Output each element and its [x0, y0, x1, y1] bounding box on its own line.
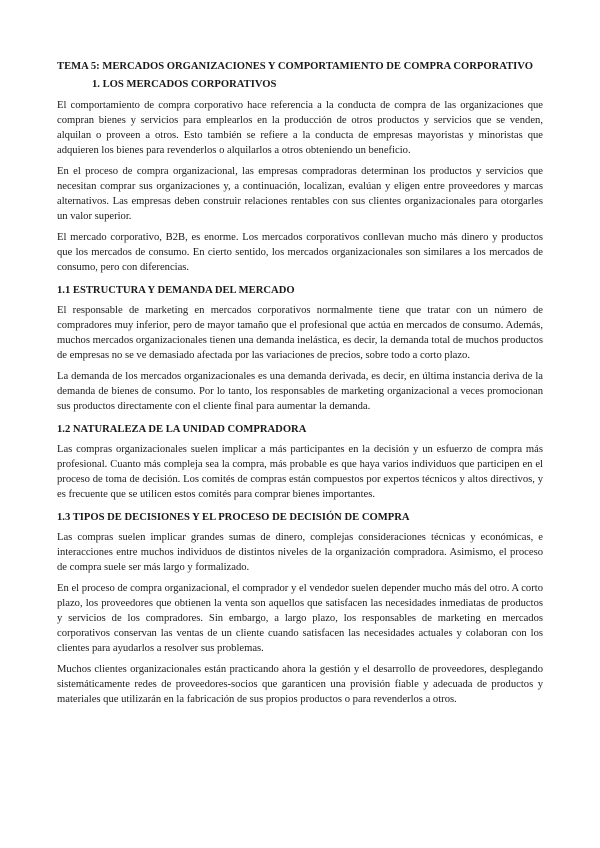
section-heading-1-3: 1.3 TIPOS DE DECISIONES Y EL PROCESO DE DECISIÓN DE COMPRA [57, 512, 410, 523]
section-1-1-paragraph-1: El responsable de marketing en mercados corporativos normalmente tiene que tratar con un número de compradores muy inferior, pero de mayor tamaño que el profesional que actúa en mercados de consumo. Además, muchos mercados organizacionales tienen una demanda inelástica, es decir, la demanda total de muchos productos de empresas no se ve demasiado afectada por las variaciones de precios, sobre todo a corto plazo. [57, 305, 543, 361]
document-title: TEMA 5: MERCADOS ORGANIZACIONES Y COMPORTAMIENTO DE COMPRA CORPORATIVO [57, 61, 533, 72]
section-1-2-paragraph-1: Las compras organizacionales suelen implicar a más participantes en la decisión y un esfuerzo de compra más profesional. Cuanto más compleja sea la compra, más probable es que haya varios individuos que participen en el proceso de toma de decisión. Los comités de compras están compuestos por expertos técnicos y altos directivos, y es frecuente que se utilicen estos comités para comprar bienes importantes. [57, 444, 543, 500]
intro-paragraph-3: El mercado corporativo, B2B, es enorme. Los mercados corporativos conllevan mucho más dinero y productos que los mercados de consumo. En cierto sentido, los mercados organizacionales son similares a los mercados de consumo, pero con diferencias. [57, 232, 543, 273]
intro-paragraph-2: En el proceso de compra organizacional, las empresas compradoras determinan los productos y servicios que necesitan comprar sus organizaciones y, a continuación, localizan, evalúan y eligen entre proveedores y marcas alternativos. Las empresas deben construir relaciones rentables con sus clientes organizacionales para otorgarles un valor superior. [57, 166, 543, 222]
section-1-3-paragraph-3: Muchos clientes organizacionales están practicando ahora la gestión y el desarrollo de proveedores, desplegando sistemáticamente redes de proveedores-socios que garanticen una provisión fiable y adecuada de productos y materiales que utilizarán en la fabricación de sus propios productos o para revenderlos a otros. [57, 664, 543, 705]
document-page [57, 60, 543, 713]
section-1-3-paragraph-2: En el proceso de compra organizacional, el comprador y el vendedor suelen depender mucho más del otro. A corto plazo, los proveedores que obtienen la venta son aquellos que satisfacen las necesidades inmediatas de productos y servicios de los compradores. Sin embargo, a largo plazo, los responsables de marketing en mercados corporativos conservan las ventas de un cliente cuando satisfacen las necesidades actuales y colaboran con los clientes para ayudarlos a resolver sus problemas. [57, 583, 543, 654]
intro-paragraph-1: El comportamiento de compra corporativo hace referencia a la conducta de compra de las organizaciones que compran bienes y servicios para emplearlos en la producción de otros productos y servicios que se venden, alquilan o proveen a otros. Esto también se refiere a la conducta de empresas mayoristas y minoristas que adquieren los bienes para revenderlos o alquilarlos a otros obteniendo un beneficio. [57, 100, 543, 156]
section-1-3-paragraph-1: Las compras suelen implicar grandes sumas de dinero, complejas consideraciones técnicas y económicas, e interacciones entre muchos individuos de distintos niveles de la organización compradora. Asimismo, el proceso de compra suele ser más largo y formalizado. [57, 532, 543, 573]
section-heading-1-1: 1.1 ESTRUCTURA Y DEMANDA DEL MERCADO [57, 285, 295, 296]
section-heading-1-2: 1.2 NATURALEZA DE LA UNIDAD COMPRADORA [57, 424, 307, 435]
section-1-1-paragraph-2: La demanda de los mercados organizacionales es una demanda derivada, es decir, en última instancia deriva de la demanda de bienes de consumo. Por lo tanto, los responsables de marketing organizacional a veces promocionan sus productos directamente con el cliente final para aumentar la demanda. [57, 371, 543, 412]
main-heading: 1. LOS MERCADOS CORPORATIVOS [92, 79, 277, 90]
